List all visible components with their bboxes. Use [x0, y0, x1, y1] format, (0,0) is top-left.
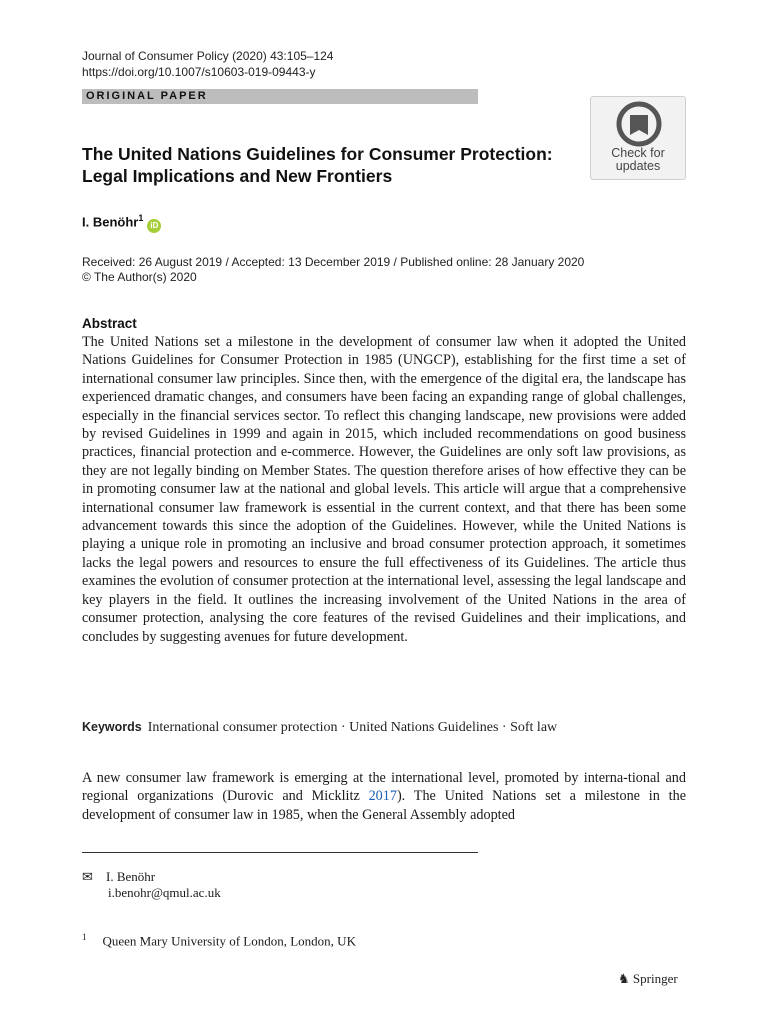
keywords-line	[82, 720, 557, 736]
keywords-label: Keywords	[82, 720, 142, 734]
body-paragraph: A new consumer law framework is emerging at the international level, promoted by interna-tional and regional organizations (Durovic and Micklitz 2017). The United Nations set a milestone in the development of consumer law in 1985, when the General Assembly adopted	[82, 770, 686, 823]
envelope-icon: ✉	[82, 869, 93, 884]
publication-dates	[82, 255, 584, 285]
contact-name: I. Benöhr	[106, 869, 156, 884]
copyright-icon: ©	[82, 270, 91, 284]
abstract-heading: Abstract	[82, 316, 137, 331]
author-line	[82, 213, 161, 233]
check-updates-icon	[616, 101, 662, 147]
footnote-divider	[82, 852, 478, 853]
springer-horse-icon: ♞	[618, 971, 630, 986]
doi-link[interactable]: https://doi.org/10.1007/s10603-019-09443-y	[82, 65, 316, 79]
corresponding-author-footnote	[82, 869, 221, 901]
journal-citation: Journal of Consumer Policy (2020) 43:105–124	[82, 49, 334, 63]
publisher-logo	[618, 971, 678, 987]
article-type-banner: ORIGINAL PAPER	[82, 89, 478, 104]
abstract-text: The United Nations set a milestone in the development of consumer law when it adopted the United Nations Guidelines for Consumer Protection in 1985 (UNGCP), establishing for the first time a set of international consumer law principles. Since then, with the emergence of the digital era, the landscape has experienced dramatic changes, and consumers have been facing an expanding range of global challenges, especially in the financial services sector. To reflect this changing landscape, new provisions were added by revised Guidelines in 1999 and again in 2015, which included recommendations on good business practices, financial protection and e-commerce. However, the Guidelines are only soft law provisions, as they are not legally binding on Member States. The question therefore arises of how effective they can be in promoting consumer law at the national and global levels. This article will argue that a comprehensive international consumer law framework is essential in the current context, and that there has been some advancement towards this since the adoption of the Guidelines. However, while the United Nations is playing a unique role in promoting an inclusive and broad consumer protection approach, it sometimes lacks the legal powers and resources to ensure the full effectiveness of its Guidelines. The article thus examines the evolution of consumer protection at the international level, assessing the legal landscape and key players in the field. It outlines the increasing involvement of the United Nations in the area of consumer protection, analysing the core features of the revised Guidelines and their implications, and concludes by suggesting avenues for future development.	[82, 334, 686, 645]
title-line-1: The United Nations Guidelines for Consumer Protection:	[82, 144, 553, 164]
check-for-updates-badge[interactable]	[590, 96, 686, 180]
contact-email[interactable]: i.benohr@qmul.ac.uk	[108, 885, 221, 900]
copyright-line: © The Author(s) 2020	[82, 270, 197, 284]
title-line-2: Legal Implications and New Frontiers	[82, 166, 393, 186]
affiliation-text: Queen Mary University of London, London, UK	[102, 933, 356, 949]
affiliation-mark: 1	[82, 932, 87, 942]
citation-link[interactable]: 2017	[368, 788, 397, 805]
publisher-name: Springer	[632, 971, 678, 986]
paper-title	[82, 143, 592, 187]
journal-header	[82, 48, 333, 80]
author-name[interactable]: I. Benöhr	[82, 214, 139, 230]
orcid-icon[interactable]: iD	[147, 219, 161, 233]
date-history: Received: 26 August 2019 / Accepted: 13 December 2019 / Published online: 28 January 2020	[82, 255, 585, 269]
check-updates-text: Check for updates	[611, 146, 665, 173]
keywords-text: International consumer protection · United Nations Guidelines · Soft law	[147, 720, 558, 735]
author-affil-mark: 1	[138, 213, 144, 223]
affiliation-footnote	[82, 932, 356, 949]
